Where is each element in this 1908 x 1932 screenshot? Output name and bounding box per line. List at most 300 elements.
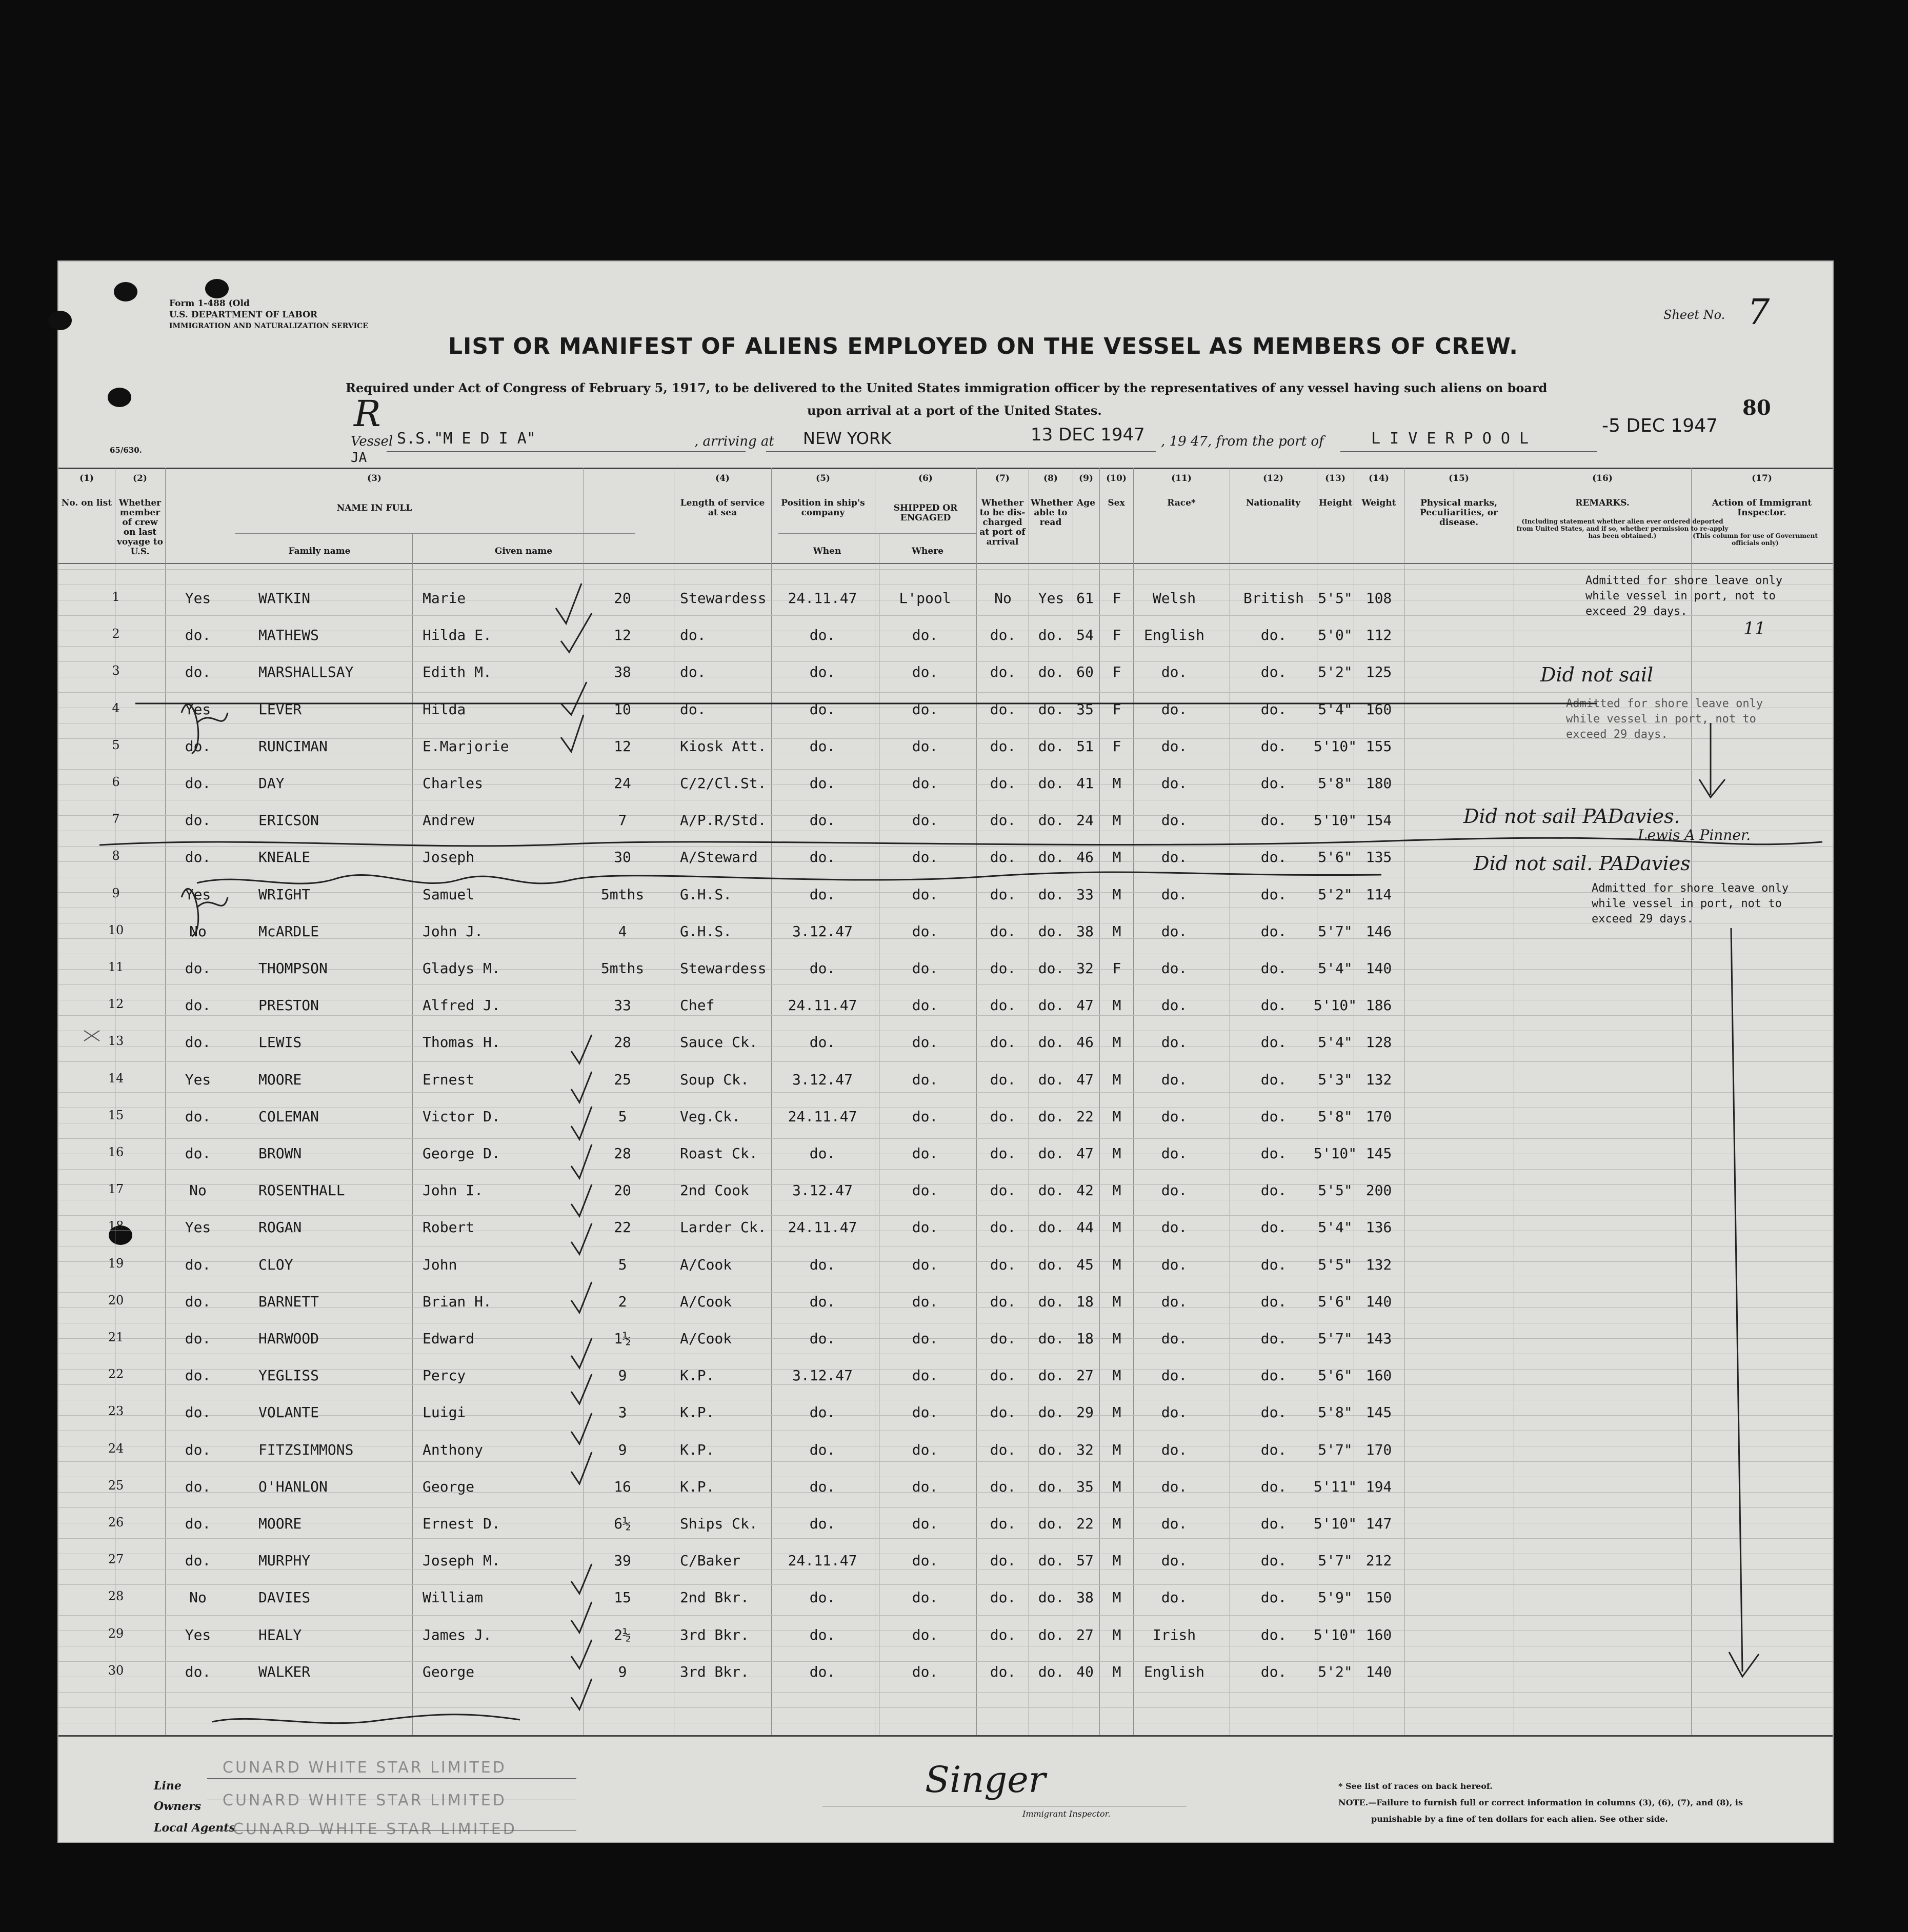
cell-service: 7 [618, 812, 627, 829]
cell-family: PRESTON [258, 997, 319, 1014]
cell-given: George D. [423, 1145, 500, 1162]
cell-age: 47 [1076, 1071, 1094, 1088]
column-label: Age [1077, 498, 1095, 508]
cell-where: do. [912, 1293, 938, 1310]
cell-race: do. [1161, 922, 1188, 940]
cell-when: do. [809, 1478, 836, 1495]
column-number: (13) [1325, 473, 1345, 484]
cell-service: 3 [618, 1404, 627, 1421]
remark-row-7-signature: Lewis A Pinner. [1638, 827, 1751, 843]
cell-nationality: do. [1260, 775, 1287, 792]
cell-position: Chef [680, 997, 715, 1014]
cell-age: 18 [1076, 1330, 1094, 1347]
cell-weight: 132 [1365, 1071, 1392, 1088]
cell-nationality: do. [1260, 1552, 1287, 1569]
cell-service: 5 [618, 1256, 627, 1273]
cell-sex: M [1112, 886, 1121, 903]
cell-no: 29 [108, 1626, 124, 1641]
cell-service: 1½ [614, 1330, 631, 1347]
cell-position: A/Cook [680, 1256, 732, 1273]
cell-weight: 186 [1365, 997, 1392, 1014]
cell-read: do. [1038, 886, 1065, 903]
cell-where: do. [912, 1219, 938, 1236]
cell-service: 16 [614, 1478, 631, 1495]
cell-height: 5'2" [1318, 1663, 1353, 1680]
cell-sex: F [1112, 627, 1121, 644]
cell-race: English [1143, 1663, 1205, 1680]
cell-read: do. [1038, 922, 1065, 940]
initials-scribble: R [354, 393, 381, 435]
cell-given: George [423, 1663, 475, 1680]
cell-when: do. [809, 1626, 836, 1643]
cell-age: 32 [1076, 960, 1094, 977]
cell-race: do. [1161, 1552, 1188, 1569]
cell-discharged: do. [990, 849, 1016, 866]
cell-nationality: do. [1260, 1219, 1287, 1236]
cell-no: 5 [112, 737, 120, 752]
cell-where: do. [912, 1182, 938, 1199]
cell-height: 5'7" [1318, 1330, 1353, 1347]
cell-given: Alfred J. [423, 997, 500, 1014]
cell-position: 2nd Cook [680, 1182, 749, 1199]
cell-no: 14 [108, 1071, 124, 1085]
cell-service: 39 [614, 1552, 631, 1569]
cell-when: do. [809, 1293, 836, 1310]
cell-given: Hilda [423, 700, 466, 718]
cell-position: Larder Ck. [680, 1219, 767, 1236]
cell-age: 45 [1076, 1256, 1094, 1273]
cell-given: James J. [423, 1626, 492, 1643]
cell-read: do. [1038, 849, 1065, 866]
cell-discharged: do. [990, 1515, 1016, 1532]
cell-where: do. [912, 1367, 938, 1384]
cell-position: G.H.S. [680, 886, 732, 903]
cell-no: 9 [112, 886, 120, 900]
cell-race: do. [1161, 737, 1188, 755]
cell-discharged: do. [990, 922, 1016, 940]
cell-no: 2 [112, 627, 120, 641]
column-label: Whether to be dis-charged at port of arrival [979, 498, 1026, 547]
cell-discharged: do. [990, 1367, 1016, 1384]
column-label: Height [1319, 498, 1353, 508]
cell-family: LEVER [258, 700, 302, 718]
cell-given: Brian H. [423, 1293, 492, 1310]
corner-number: 80 [1742, 396, 1771, 420]
cell-family: HEALY [258, 1626, 302, 1643]
cell-age: 35 [1076, 700, 1094, 718]
subtitle-line-1: Required under Act of Congress of February 5, 1917, to be delivered to the United States immigration officer by the representatives of any vessel having such aliens on board [346, 380, 1548, 395]
cell-family: THOMPSON [258, 960, 328, 977]
cell-last: do. [185, 737, 211, 755]
cell-position: A/Cook [680, 1330, 732, 1347]
column-number: (12) [1263, 473, 1283, 484]
cell-service: 5 [618, 1108, 627, 1125]
cell-last: do. [185, 1663, 211, 1680]
cell-age: 47 [1076, 1145, 1094, 1162]
cell-sex: M [1112, 1367, 1121, 1384]
cell-race: do. [1161, 1589, 1188, 1606]
cell-race: do. [1161, 812, 1188, 829]
cell-no: 26 [108, 1515, 124, 1530]
cell-weight: 125 [1365, 663, 1392, 681]
cell-sex: M [1112, 1330, 1121, 1347]
cell-read: do. [1038, 997, 1065, 1014]
cell-position: K.P. [680, 1441, 715, 1458]
cell-last: Yes [185, 1219, 211, 1236]
cell-where: do. [912, 1071, 938, 1088]
column-label: Race* [1167, 498, 1196, 508]
cell-nationality: do. [1260, 737, 1287, 755]
cell-no: 18 [108, 1219, 124, 1234]
cell-discharged: do. [990, 700, 1016, 718]
cell-read: do. [1038, 775, 1065, 792]
owners-label: Owners [154, 1800, 202, 1813]
races-note: * See list of races on back hereof. [1338, 1781, 1493, 1791]
cell-height: 5'10" [1313, 1515, 1357, 1532]
cell-no: 23 [108, 1404, 124, 1419]
cell-nationality: do. [1260, 1663, 1287, 1680]
cell-age: 40 [1076, 1663, 1094, 1680]
cell-age: 24 [1076, 812, 1094, 829]
cell-last: do. [185, 1552, 211, 1569]
cell-nationality: British [1243, 590, 1304, 607]
cell-nationality: do. [1260, 1589, 1287, 1606]
column-number: (9) [1079, 473, 1093, 484]
cell-age: 18 [1076, 1293, 1094, 1310]
cell-service: 10 [614, 700, 631, 718]
cell-service: 6½ [614, 1515, 631, 1532]
cell-last: do. [185, 1404, 211, 1421]
cell-position: 2nd Bkr. [680, 1589, 749, 1606]
column-number: (4) [715, 473, 730, 484]
form-id: Form 1-488 (Old [169, 298, 250, 309]
cell-family: MARSHALLSAY [258, 663, 354, 681]
cell-family: COLEMAN [258, 1108, 319, 1125]
cell-sex: M [1112, 1626, 1121, 1643]
cell-last: do. [185, 960, 211, 977]
cell-family: YEGLISS [258, 1367, 319, 1384]
line-stamp: CUNARD WHITE STAR LIMITED [223, 1759, 507, 1777]
cell-last: No [189, 1182, 207, 1199]
service-name: IMMIGRATION AND NATURALIZATION SERVICE [169, 322, 368, 330]
cell-height: 5'11" [1313, 1478, 1357, 1495]
cell-when: do. [809, 1663, 836, 1680]
arrow-long [1729, 928, 1759, 1677]
cell-when: 3.12.47 [792, 922, 853, 940]
family-name-subheader: Family name [288, 546, 351, 556]
cell-last: do. [185, 1515, 211, 1532]
cell-height: 5'3" [1318, 1071, 1353, 1088]
cell-age: 35 [1076, 1478, 1094, 1495]
cell-height: 5'2" [1318, 663, 1353, 681]
cell-race: do. [1161, 1219, 1188, 1236]
cell-no: 20 [108, 1293, 124, 1307]
cell-race: do. [1161, 1367, 1188, 1384]
cell-read: do. [1038, 663, 1065, 681]
cell-family: BROWN [258, 1145, 302, 1162]
cell-no: 10 [108, 922, 124, 937]
cell-sex: M [1112, 1071, 1121, 1088]
subtitle-line-2: upon arrival at a port of the United States. [807, 403, 1102, 418]
cell-race: do. [1161, 849, 1188, 866]
cell-weight: 160 [1365, 700, 1392, 718]
cell-where: do. [912, 1663, 938, 1680]
cell-race: do. [1161, 960, 1188, 977]
column-number: (3) [367, 473, 381, 484]
cell-last: No [189, 1589, 207, 1606]
cell-weight: 170 [1365, 1108, 1392, 1125]
cell-discharged: do. [990, 997, 1016, 1014]
cell-nationality: do. [1260, 663, 1287, 681]
cell-sex: M [1112, 1441, 1121, 1458]
cell-last: Yes [185, 700, 211, 718]
cell-weight: 128 [1365, 1034, 1392, 1051]
remark-row-3: Did not sail [1540, 663, 1654, 686]
cell-no: 17 [108, 1182, 124, 1197]
cell-last: Yes [185, 1071, 211, 1088]
cell-given: Andrew [423, 812, 475, 829]
cell-position: Sauce Ck. [680, 1034, 758, 1051]
remark-row-1-mark: 11 [1743, 618, 1766, 639]
inspector-signature: Singer [925, 1759, 1046, 1801]
cell-nationality: do. [1260, 1367, 1287, 1384]
cell-nationality: do. [1260, 1515, 1287, 1532]
cell-service: 12 [614, 737, 631, 755]
cell-last: do. [185, 1108, 211, 1125]
cell-weight: 114 [1365, 886, 1392, 903]
cell-age: 46 [1076, 849, 1094, 866]
cell-age: 60 [1076, 663, 1094, 681]
cell-position: A/P.R/Std. [680, 812, 767, 829]
cell-race: do. [1161, 663, 1188, 681]
cell-family: MURPHY [258, 1552, 311, 1569]
cell-service: 20 [614, 590, 631, 607]
cell-race: do. [1161, 775, 1188, 792]
cell-when: do. [809, 1256, 836, 1273]
cell-read: do. [1038, 1071, 1065, 1088]
cell-service: 9 [618, 1367, 627, 1384]
cell-height: 5'10" [1313, 1145, 1357, 1162]
cell-when: 3.12.47 [792, 1367, 853, 1384]
cell-discharged: do. [990, 1441, 1016, 1458]
cell-height: 5'10" [1313, 812, 1357, 829]
remarks-note: (Including statement whether alien ever ordered deported from United States, and if so, whether permission to re-apply has been obtained.) [1516, 518, 1729, 539]
cell-age: 42 [1076, 1182, 1094, 1199]
departure-date-stamp: -5 DEC 1947 [1602, 415, 1718, 436]
cell-read: do. [1038, 1663, 1065, 1680]
cell-given: George [423, 1478, 475, 1495]
cell-weight: 135 [1365, 849, 1392, 866]
cell-discharged: do. [990, 886, 1016, 903]
cell-position: 3rd Bkr. [680, 1626, 749, 1643]
cell-no: 12 [108, 997, 124, 1012]
cell-weight: 154 [1365, 812, 1392, 829]
cell-read: do. [1038, 1145, 1065, 1162]
cell-given: John [423, 1256, 457, 1273]
cell-height: 5'6" [1318, 849, 1353, 866]
cell-sex: M [1112, 1145, 1121, 1162]
cell-family: DAY [258, 775, 285, 792]
local-agents-label: Local Agents [154, 1821, 235, 1835]
cell-age: 22 [1076, 1515, 1094, 1532]
cell-age: 51 [1076, 737, 1094, 755]
cell-no: 27 [108, 1552, 124, 1567]
cell-where: do. [912, 1256, 938, 1273]
cell-height: 5'7" [1318, 1552, 1353, 1569]
cell-family: MOORE [258, 1515, 302, 1532]
cell-where: do. [912, 1145, 938, 1162]
cell-last: do. [185, 1330, 211, 1347]
cell-where: do. [912, 663, 938, 681]
cell-nationality: do. [1260, 1256, 1287, 1273]
cell-height: 5'4" [1318, 1219, 1353, 1236]
cell-service: 2½ [614, 1626, 631, 1643]
column-label: Whether member of crew on last voyage to U.S. [117, 498, 163, 557]
cell-read: do. [1038, 627, 1065, 644]
remark-row-7: Did not sail PADavies. [1463, 805, 1680, 828]
cell-family: ROGAN [258, 1219, 302, 1236]
cell-read: do. [1038, 960, 1065, 977]
column-number: (15) [1449, 473, 1469, 484]
cell-weight: 145 [1365, 1404, 1392, 1421]
cell-service: 33 [614, 997, 631, 1014]
cell-where: do. [912, 627, 938, 644]
cell-position: do. [680, 627, 706, 644]
cell-family: MOORE [258, 1071, 302, 1088]
cell-position: do. [680, 663, 706, 681]
column-label: NAME IN FULL [336, 503, 412, 513]
cell-when: 24.11.47 [788, 997, 857, 1014]
column-label: Position in ship's company [781, 498, 865, 518]
column-number: (5) [816, 473, 830, 484]
arrow-short [1699, 723, 1725, 797]
cell-weight: 143 [1365, 1330, 1392, 1347]
cell-where: do. [912, 1441, 938, 1458]
cell-where: do. [912, 1626, 938, 1643]
cell-height: 5'4" [1318, 700, 1353, 718]
column-number: (17) [1752, 473, 1772, 484]
cell-read: do. [1038, 812, 1065, 829]
cell-height: 5'5" [1318, 1182, 1353, 1199]
cell-last: No [189, 922, 207, 940]
cell-nationality: do. [1260, 1108, 1287, 1125]
cell-given: Edith M. [423, 663, 492, 681]
cell-position: Stewardess [680, 960, 767, 977]
cell-when: do. [809, 775, 836, 792]
cell-nationality: do. [1260, 627, 1287, 644]
cell-discharged: do. [990, 1552, 1016, 1569]
cell-when: 3.12.47 [792, 1182, 853, 1199]
cell-sex: M [1112, 1256, 1121, 1273]
cell-discharged: do. [990, 960, 1016, 977]
cell-when: do. [809, 886, 836, 903]
cell-family: FITZSIMMONS [258, 1441, 354, 1458]
cell-nationality: do. [1260, 1034, 1287, 1051]
column-label: Whether able to read [1031, 498, 1073, 528]
cell-race: do. [1161, 1404, 1188, 1421]
agents-stamp: CUNARD WHITE STAR LIMITED [233, 1820, 517, 1838]
cell-service: 9 [618, 1441, 627, 1458]
cell-height: 5'5" [1318, 590, 1353, 607]
cell-when: do. [809, 627, 836, 644]
cell-nationality: do. [1260, 1404, 1287, 1421]
vessel-label: Vessel [351, 434, 393, 449]
cell-last: do. [185, 812, 211, 829]
cell-age: 61 [1076, 590, 1094, 607]
cell-where: L'pool [899, 590, 951, 607]
cell-age: 33 [1076, 886, 1094, 903]
cell-nationality: do. [1260, 700, 1287, 718]
cell-where: do. [912, 775, 938, 792]
cell-sex: F [1112, 700, 1121, 718]
cell-position: 3rd Bkr. [680, 1663, 749, 1680]
cell-service: 2 [618, 1293, 627, 1310]
cell-no: 1 [112, 590, 120, 604]
cell-position: Ships Ck. [680, 1515, 758, 1532]
cell-given: Marie [423, 590, 466, 607]
yes-scribble-row-4 [182, 704, 228, 754]
cell-last: do. [185, 1256, 211, 1273]
cell-weight: 212 [1365, 1552, 1392, 1569]
cell-sex: M [1112, 1552, 1121, 1569]
cell-when: do. [809, 1330, 836, 1347]
when-subheader: When [813, 546, 841, 556]
cell-where: do. [912, 700, 938, 718]
cell-height: 5'8" [1318, 1108, 1353, 1125]
cell-given: Ernest [423, 1071, 475, 1088]
cell-where: do. [912, 1552, 938, 1569]
cell-height: 5'7" [1318, 922, 1353, 940]
cell-when: 24.11.47 [788, 1552, 857, 1569]
column-number: (11) [1171, 473, 1192, 484]
cell-when: 3.12.47 [792, 1071, 853, 1088]
column-label: Action of Immigrant Inspector. [1712, 498, 1812, 518]
cell-height: 5'6" [1318, 1293, 1353, 1310]
cell-service: 24 [614, 775, 631, 792]
cell-discharged: do. [990, 737, 1016, 755]
cell-family: CLOY [258, 1256, 293, 1273]
cell-family: RUNCIMAN [258, 737, 328, 755]
cell-last: do. [185, 663, 211, 681]
cell-family: VOLANTE [258, 1404, 319, 1421]
handwriting-overlay [58, 261, 1833, 1842]
cell-race: do. [1161, 1108, 1188, 1125]
cell-where: do. [912, 737, 938, 755]
cell-family: BARNETT [258, 1293, 319, 1310]
cell-age: 27 [1076, 1626, 1094, 1643]
cell-weight: 146 [1365, 922, 1392, 940]
arriving-port: NEW YORK [803, 429, 892, 448]
cell-no: 25 [108, 1478, 124, 1493]
cell-given: Edward [423, 1330, 475, 1347]
cell-weight: 136 [1365, 1219, 1392, 1236]
cell-sex: M [1112, 1293, 1121, 1310]
cell-family: ERICSON [258, 812, 319, 829]
cell-sex: F [1112, 590, 1121, 607]
cell-sex: M [1112, 1182, 1121, 1199]
cell-service: 30 [614, 849, 631, 866]
cell-given: Percy [423, 1367, 466, 1384]
cell-no: 21 [108, 1330, 124, 1344]
cell-sex: F [1112, 663, 1121, 681]
cell-age: 22 [1076, 1108, 1094, 1125]
cell-last: Yes [185, 1626, 211, 1643]
column-number: (8) [1043, 473, 1058, 484]
cell-where: do. [912, 1034, 938, 1051]
column-number: (1) [79, 473, 94, 484]
column-label: No. on list [61, 498, 112, 508]
cell-service: 25 [614, 1071, 631, 1088]
